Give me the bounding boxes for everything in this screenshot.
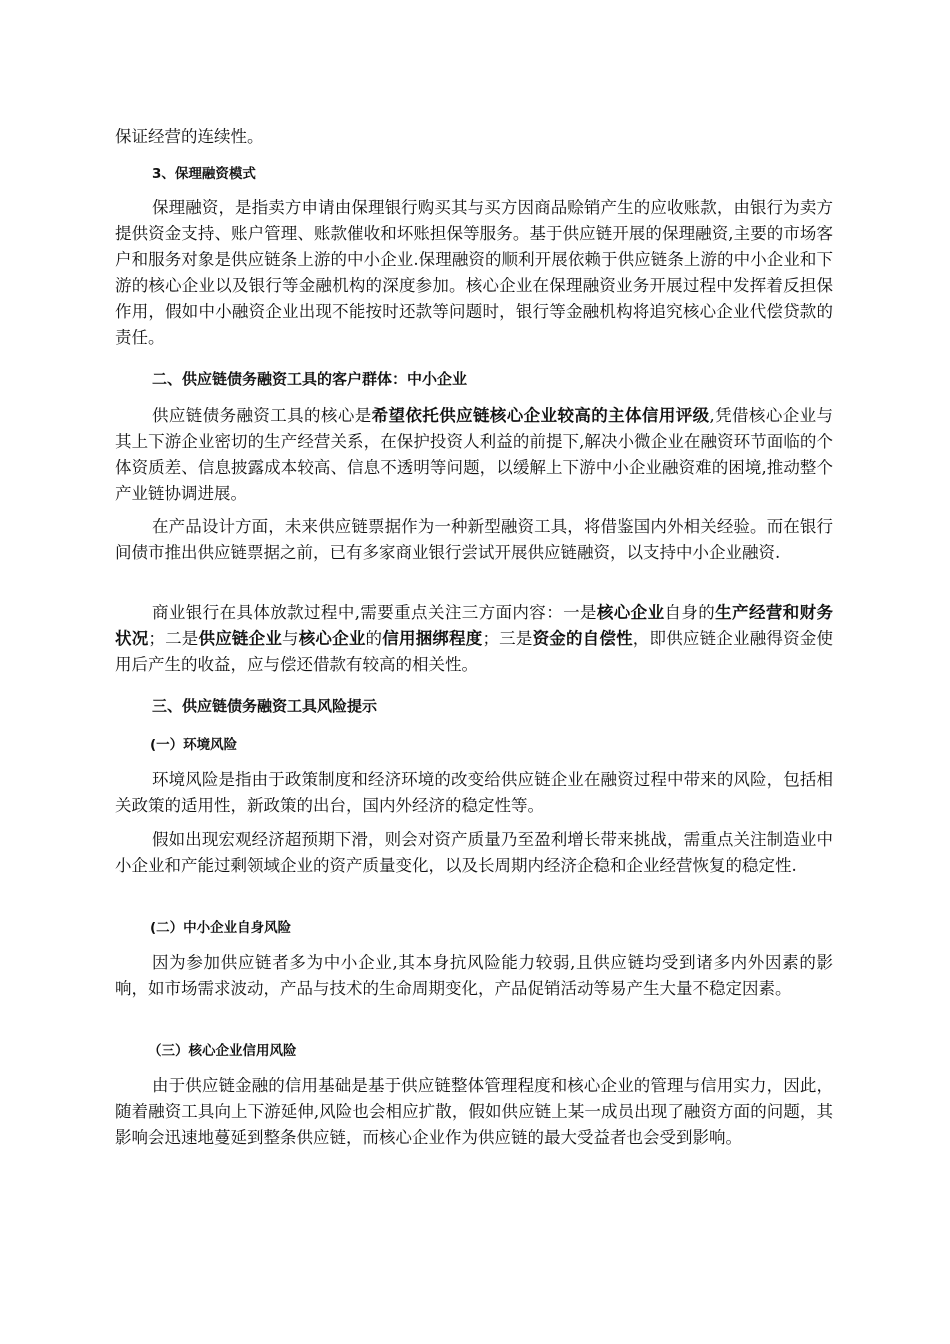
paragraph-core-credit-risk: 由于供应链金融的信用基础是基于供应链整体管理程度和核心企业的管理与信用实力，因此，随着融资工具向上下游延伸,风险也会相应扩散，假如供应链上某一成员出现了融资方面的问题，其影响会迅速地蔓延到整条供应链，而核心企业作为供应链的最大受益者也会受到影响。 [115, 1076, 833, 1147]
bold-text: 核心企业 [298, 629, 366, 648]
bold-text: 供应链企业 [198, 629, 283, 648]
bold-text: 资金的自偿性 [532, 629, 633, 648]
heading-sme-risk: (二）中小企业自身风险 [150, 920, 292, 936]
paragraph-sme-risk: 因为参加供应链者多为中小企业,其本身抗风险能力较弱,且供应链均受到诸多内外因素的影响，如市场需求波动，产品与技术的生命周期变化，产品促销活动等易产生大量不稳定因素。 [115, 953, 833, 998]
text-run: ，即供应链企业融得资金使用后产生的收益，应与偿还借款有较高的相关性。 [115, 629, 834, 674]
text-run: 与 [282, 629, 299, 648]
text-run: ；三是 [482, 629, 533, 648]
text-run: 的 [365, 629, 383, 648]
paragraph-continuation: 保证经营的连续性。 [115, 127, 264, 146]
paragraph-core [115, 403, 833, 507]
text-run: ,凭借核心企业与其上下游企业密切的生产经营关系，在保护投资人利益的前提下,解决小微企业在融资环节面临的个体资质差、信息披露成本较高、信息不透明等问题，以缓解上下游中小企业融资难的困境,推动整个产业链协调进展。 [115, 406, 834, 503]
paragraph-product-design: 在产品设计方面，未来供应链票据作为一种新型融资工具，将借鉴国内外相关经验。而在银行间债市推出供应链票据之前，已有多家商业银行尝试开展供应链融资，以支持中小企业融资. [115, 517, 833, 562]
heading-section-2: 二、供应链债务融资工具的客户群体：中小企业 [152, 370, 468, 388]
bold-text: 生产经营和财务状况 [115, 603, 834, 648]
heading-core-credit-risk: （三）核心企业信用风险 [148, 1043, 297, 1059]
text-run: 商业银行在具体放款过程中,需要重点关注三方面内容：一是 [152, 603, 597, 622]
bold-text: 希望依托供应链核心企业较高的主体信用评级 [371, 406, 710, 425]
paragraph-environment-risk: 环境风险是指由于政策制度和经济环境的改变给供应链企业在融资过程中带来的风险，包括相关政策的适用性，新政策的出台，国内外经济的稳定性等。 [115, 770, 833, 815]
text-run: 供应链债务融资工具的核心是 [152, 406, 372, 425]
bold-text: 核心企业 [596, 603, 665, 622]
bold-text: 信用捆绑程度 [382, 629, 483, 648]
paragraph-bank-lending [115, 600, 833, 678]
text-run: ；二是 [148, 629, 199, 648]
paragraph-factoring: 保理融资，是指卖方申请由保理银行购买其与买方因商品赊销产生的应收账款，由银行为卖方提供资金支持、账户管理、账款催收和坏账担保等服务。基于供应链开展的保理融资,主要的市场客户和服务对象是供应链条上游的中小企业.保理融资的顺利开展依赖于供应链条上游的中小企业和下游的核心企业以及银行等金融机构的深度参加。核心企业在保理融资业务开展过程中发挥着反担保作用，假如中小融资企业出现不能按时还款等问题时，银行等金融机构将追究核心企业代偿贷款的责任。 [115, 198, 833, 347]
heading-environment-risk: (一）环境风险 [150, 737, 238, 753]
heading-factoring-model: 3、保理融资模式 [152, 166, 256, 182]
paragraph-macro-economy: 假如出现宏观经济超预期下滑，则会对资产质量乃至盈利增长带来挑战，需重点关注制造业中小企业和产能过剩领域企业的资产质量变化，以及长周期内经济企稳和企业经营恢复的稳定性. [115, 830, 833, 875]
heading-section-3: 三、供应链债务融资工具风险提示 [152, 697, 378, 715]
text-run: 自身的 [664, 603, 716, 622]
